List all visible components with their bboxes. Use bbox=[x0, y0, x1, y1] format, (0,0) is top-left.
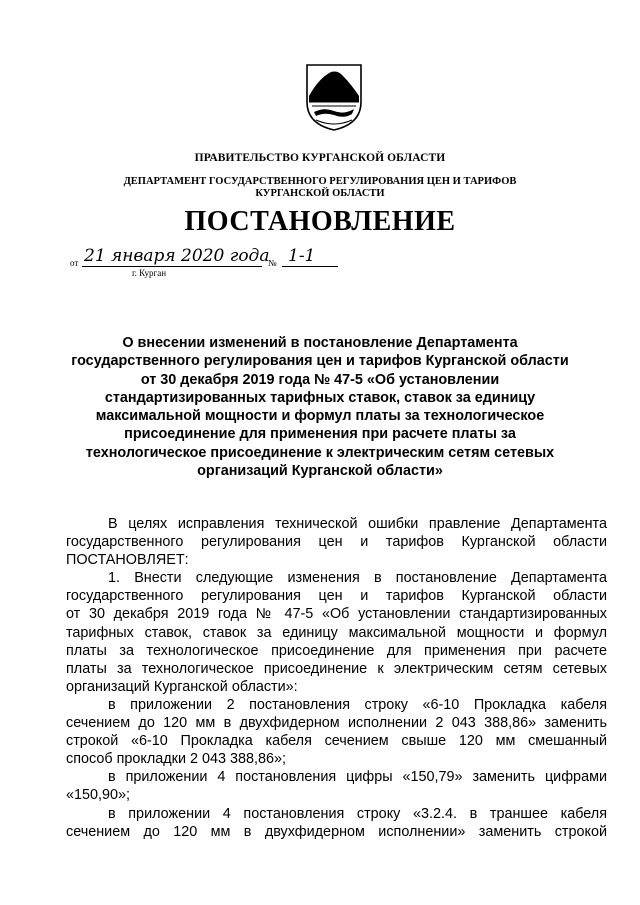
body-text-line: организаций Курганской области»: bbox=[66, 678, 298, 695]
body-text-line: «150,90»; bbox=[66, 787, 131, 804]
body-text-line: тарифных ставок, ставок за единицу максимальной мощности и формул bbox=[66, 624, 607, 641]
body-text-line: в приложении 4 постановления строку «3.2.4. в траншее кабеля bbox=[108, 805, 607, 822]
handwritten-date: 21 января 2020 года bbox=[84, 246, 270, 266]
body-text-line: от 30 декабря 2019 года № 47-5 «Об установлении стандартизированных bbox=[66, 606, 607, 623]
title-line: стандартизированных тарифных ставок, ставок за единицу bbox=[104, 389, 536, 406]
body-text-line: в приложении 2 постановления строку «6-10 Прокладка кабеля bbox=[108, 696, 607, 713]
body-text-line: в приложении 4 постановления цифры «150,79» заменить цифрами bbox=[108, 769, 607, 786]
title-line: от 30 декабря 2019 года № 47-5 «Об установлении bbox=[140, 371, 500, 388]
body-text-line: 1. Внести следующие изменения в постановление Департамента bbox=[108, 570, 607, 587]
date-from-label: от bbox=[70, 258, 79, 268]
handwritten-number: 1-1 bbox=[282, 246, 338, 267]
body-text-line: платы за технологическое присоединение для применения при расчете bbox=[66, 642, 607, 659]
body-text-line: сечением до 120 мм в двухфидерном исполнении 2 043 388,86» заменить bbox=[66, 715, 607, 732]
body-text-line: В целях исправления технической ошибки правление Департамента bbox=[108, 516, 607, 532]
department-name-line: ДЕПАРТАМЕНТ ГОСУДАРСТВЕННОГО РЕГУЛИРОВАНИЯ ЦЕН И ТАРИФОВ bbox=[123, 176, 517, 187]
title-line: О внесении изменений в постановление Департамента bbox=[122, 335, 518, 351]
body-text-line: ПОСТАНОВЛЯЕТ: bbox=[66, 552, 189, 569]
department-name bbox=[60, 176, 580, 200]
date-number-line bbox=[70, 246, 370, 276]
department-name-line: КУРГАНСКОЙ ОБЛАСТИ bbox=[255, 188, 385, 199]
government-name: ПРАВИТЕЛЬСТВО КУРГАНСКОЙ ОБЛАСТИ bbox=[194, 152, 446, 164]
document-title bbox=[70, 334, 570, 480]
title-line: присоединение для применения при расчете платы за bbox=[124, 426, 516, 443]
title-line: организаций Курганской области» bbox=[197, 463, 443, 480]
document-body bbox=[66, 515, 607, 841]
body-text-line: государственного регулирования цен и тарифов Курганской области bbox=[66, 588, 607, 605]
body-text-line: государственного регулирования цен и тарифов Курганской области bbox=[66, 534, 607, 551]
body-text-line: строкой «6-10 Прокладка кабеля сечением свыше 120 мм смешанный bbox=[66, 733, 607, 750]
title-line: государственного регулирования цен и тарифов Курганской области bbox=[71, 353, 569, 370]
document-type-heading: ПОСТАНОВЛЕНИЕ bbox=[184, 206, 456, 237]
number-label: № bbox=[268, 258, 277, 268]
city-label: г. Курган bbox=[132, 268, 167, 278]
title-line: максимальной мощности и формул платы за технологическое bbox=[95, 408, 545, 425]
kurgan-coat-of-arms-emblem bbox=[304, 62, 364, 132]
body-text-line: сечением до 120 мм в двухфидерном исполнении» заменить строкой bbox=[66, 823, 607, 840]
body-text-line: платы за технологическое присоединение к электрическим сетям сетевых bbox=[66, 660, 607, 677]
body-text-line: способ прокладки 2 043 388,86»; bbox=[66, 751, 287, 768]
title-line: технологическое присоединение к электрическим сетям сетевых bbox=[85, 444, 555, 461]
